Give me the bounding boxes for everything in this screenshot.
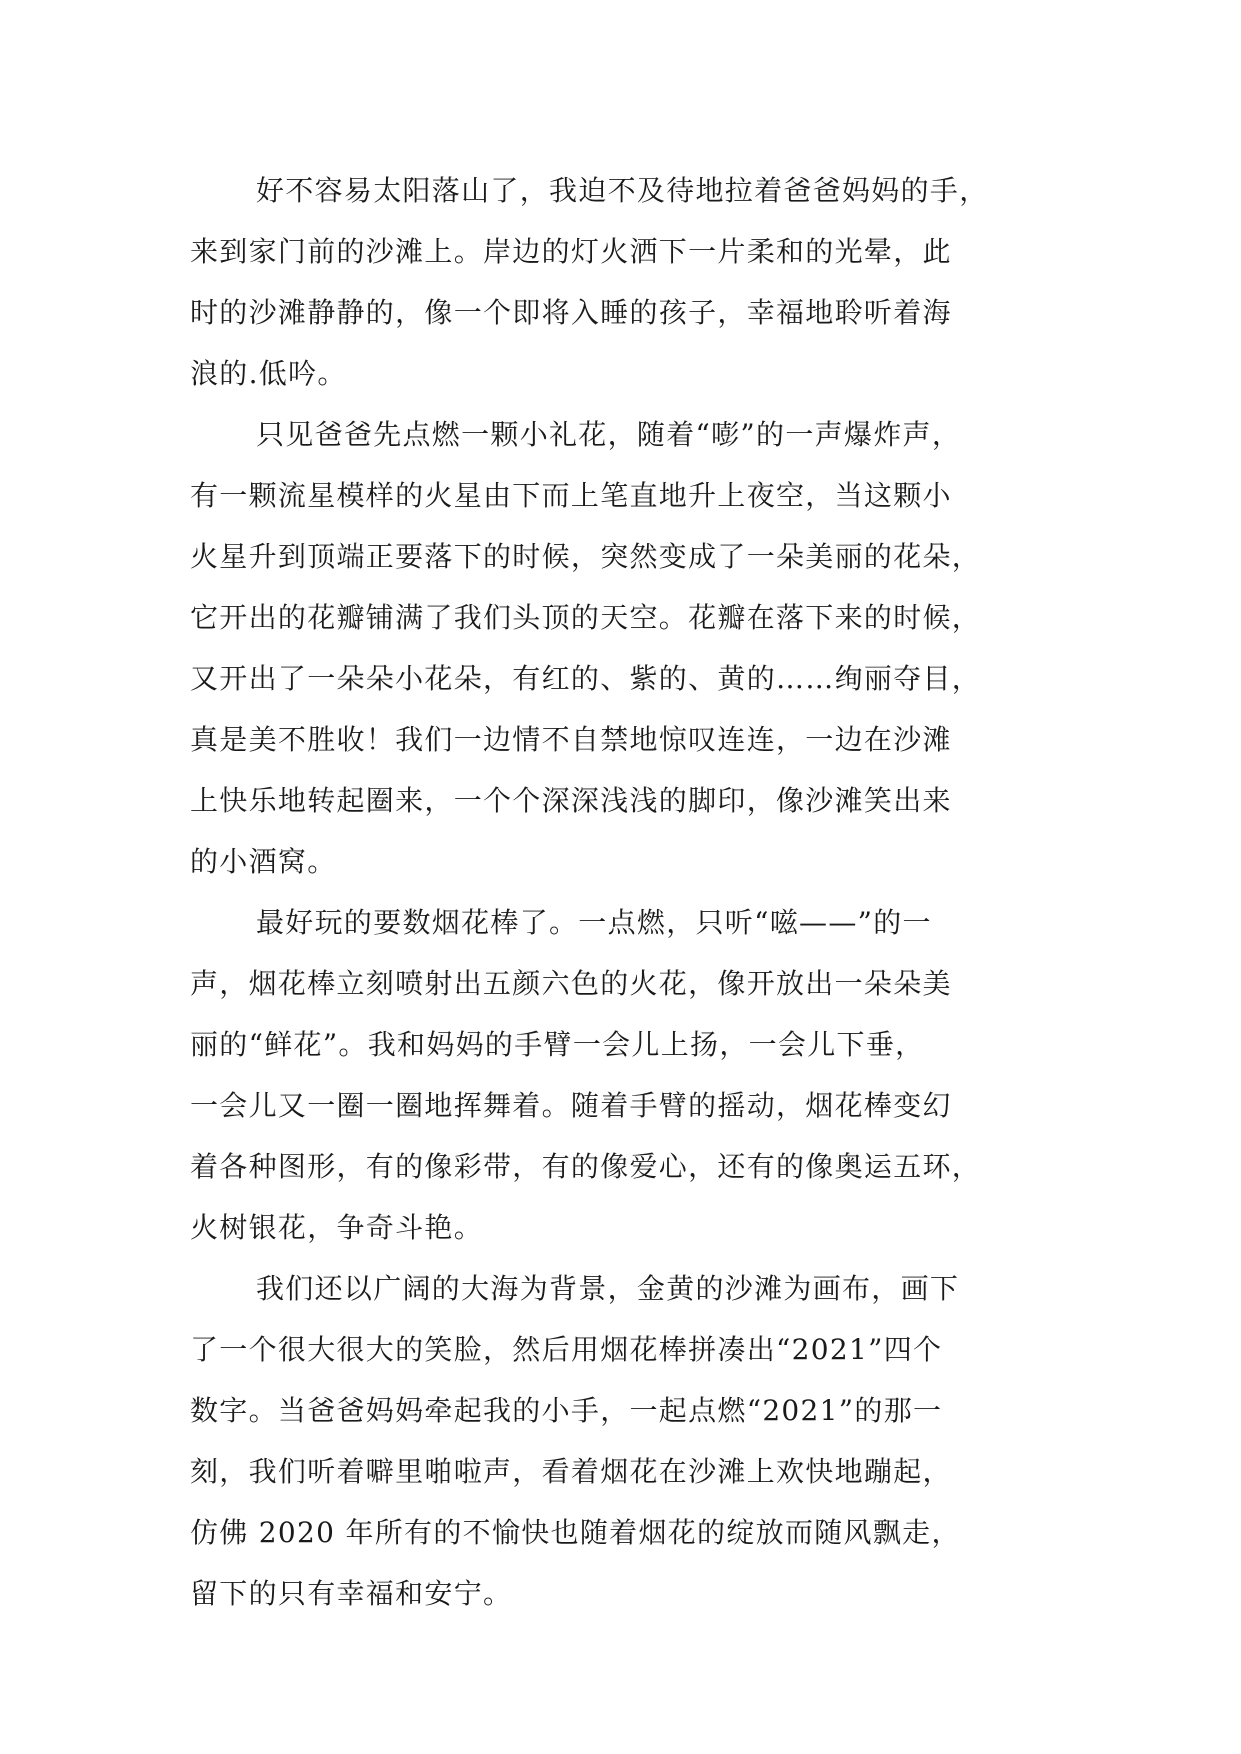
text-line: 它开出的花瓣铺满了我们头顶的天空。花瓣在落下来的时候，: [190, 601, 982, 634]
text-line: 数字。当爸爸妈妈牵起我的小手，一起点燃“2021”的那一: [190, 1394, 943, 1427]
text-line: 真是美不胜收！我们一边情不自禁地惊叹连连，一边在沙滩: [190, 723, 952, 756]
paragraph-1: [190, 160, 1050, 404]
text-line: 留下的只有幸福和安宁。: [190, 1577, 513, 1610]
text-line: 火星升到顶端正要落下的时候，突然变成了一朵美丽的花朵，: [190, 540, 982, 573]
text-line: 刻，我们听着噼里啪啦声，看着烟花在沙滩上欢快地蹦起，: [190, 1455, 952, 1488]
paragraph-2: [190, 404, 1050, 892]
paragraph-4: [190, 1258, 1050, 1624]
text-line: 只见爸爸先点燃一颗小礼花，随着“嘭”的一声爆炸声，: [256, 418, 962, 451]
text-line: 最好玩的要数烟花棒了。一点燃，只听“嗞——”的一: [256, 906, 932, 939]
document-body: [190, 160, 1050, 1624]
text-line: 一会儿又一圈一圈地挥舞着。随着手臂的摇动，烟花棒变幻: [190, 1089, 952, 1122]
paragraph-3: [190, 892, 1050, 1258]
text-line: 丽的“鲜花”。我和妈妈的手臂一会儿上扬，一会儿下垂，: [190, 1028, 925, 1061]
text-line: 浪的.低吟。: [190, 357, 347, 390]
text-line: 时的沙滩静静的，像一个即将入睡的孩子，幸福地聆听着海: [190, 296, 952, 329]
text-line: 火树银花，争奇斗艳。: [190, 1211, 484, 1244]
text-line: 的小酒窝。: [190, 845, 337, 878]
text-line: 我们还以广阔的大海为背景，金黄的沙滩为画布，画下: [256, 1272, 960, 1305]
text-line: 又开出了一朵朵小花朵，有红的、紫的、黄的……绚丽夺目，: [190, 662, 982, 695]
text-line: 好不容易太阳落山了，我迫不及待地拉着爸爸妈妈的手，: [256, 174, 989, 207]
text-line: 着各种图形，有的像彩带，有的像爱心，还有的像奥运五环，: [190, 1150, 982, 1183]
text-line: 上快乐地转起圈来，一个个深深浅浅的脚印，像沙滩笑出来: [190, 784, 952, 817]
text-line: 声，烟花棒立刻喷射出五颜六色的火花，像开放出一朵朵美: [190, 967, 952, 1000]
text-line: 仿佛 2020 年所有的不愉快也随着烟花的绽放而随风飘走，: [190, 1516, 961, 1549]
text-line: 了一个很大很大的笑脸，然后用烟花棒拼凑出“2021”四个: [190, 1333, 943, 1366]
text-line: 有一颗流星模样的火星由下而上笔直地升上夜空，当这颗小: [190, 479, 952, 512]
text-line: 来到家门前的沙滩上。岸边的灯火洒下一片柔和的光晕，此: [190, 235, 952, 268]
